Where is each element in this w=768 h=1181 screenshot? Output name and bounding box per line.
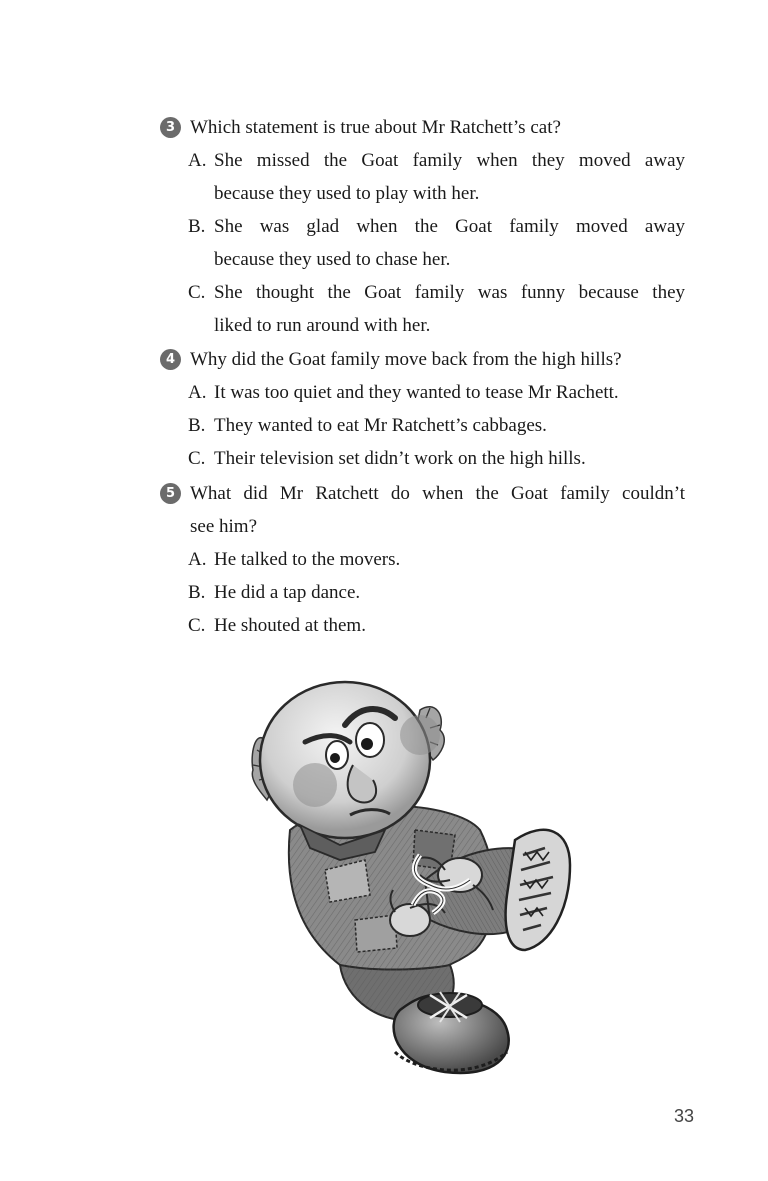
question-4-stem: [160, 343, 685, 376]
question-number-badge: 5: [160, 483, 181, 504]
question-text: Which statement is true about Mr Ratchett’s cat?: [190, 117, 561, 138]
option-line: She missed the Goat family when they moved away: [214, 150, 685, 171]
question-3-option-b: [160, 210, 685, 276]
question-number-badge: 3: [160, 117, 181, 138]
question-3-option-a: [160, 144, 685, 210]
question-4-option-b: [160, 409, 685, 442]
option-letter: B.: [188, 216, 206, 237]
option-line: She was glad when the Goat family moved away: [214, 216, 685, 237]
option-line: It was too quiet and they wanted to tease Mr Rachett.: [214, 382, 619, 403]
question-number-badge: 4: [160, 349, 181, 370]
question-5-stem: [160, 477, 685, 543]
question-5: [160, 477, 685, 642]
option-line: because they used to chase her.: [214, 249, 451, 270]
option-letter: A.: [188, 150, 207, 171]
option-letter: C.: [188, 615, 206, 636]
option-line: Their television set didn’t work on the high hills.: [214, 448, 586, 469]
question-4-option-c: [160, 442, 685, 475]
option-letter: A.: [188, 382, 207, 403]
option-line: He did a tap dance.: [214, 582, 361, 603]
option-line: because they used to play with her.: [214, 183, 480, 204]
option-letter: A.: [188, 549, 207, 570]
question-3: [160, 111, 685, 342]
question-5-option-a: [160, 543, 685, 576]
question-text: Why did the Goat family move back from the high hills?: [190, 349, 622, 370]
question-text-line: see him?: [190, 516, 258, 537]
option-letter: B.: [188, 415, 206, 436]
question-3-stem: [160, 111, 685, 144]
option-line: He talked to the movers.: [214, 549, 401, 570]
question-5-option-c: [160, 609, 685, 642]
illustration-graphic: [245, 680, 575, 1080]
option-letter: C.: [188, 282, 206, 303]
question-4-option-a: [160, 376, 685, 409]
question-text-line: What did Mr Ratchett do when the Goat family couldn’t: [190, 483, 685, 504]
option-line: She thought the Goat family was funny because they: [214, 282, 685, 303]
option-line: liked to run around with her.: [214, 315, 431, 336]
option-line: They wanted to eat Mr Ratchett’s cabbages.: [214, 415, 547, 436]
option-line: He shouted at them.: [214, 615, 366, 636]
option-letter: C.: [188, 448, 206, 469]
page-number: 33: [673, 1106, 694, 1126]
question-3-option-c: [160, 276, 685, 342]
question-4: [160, 343, 685, 475]
question-5-option-b: [160, 576, 685, 609]
grumpy-old-man-tying-shoelace-illustration: [245, 680, 575, 1080]
option-letter: B.: [188, 582, 206, 603]
